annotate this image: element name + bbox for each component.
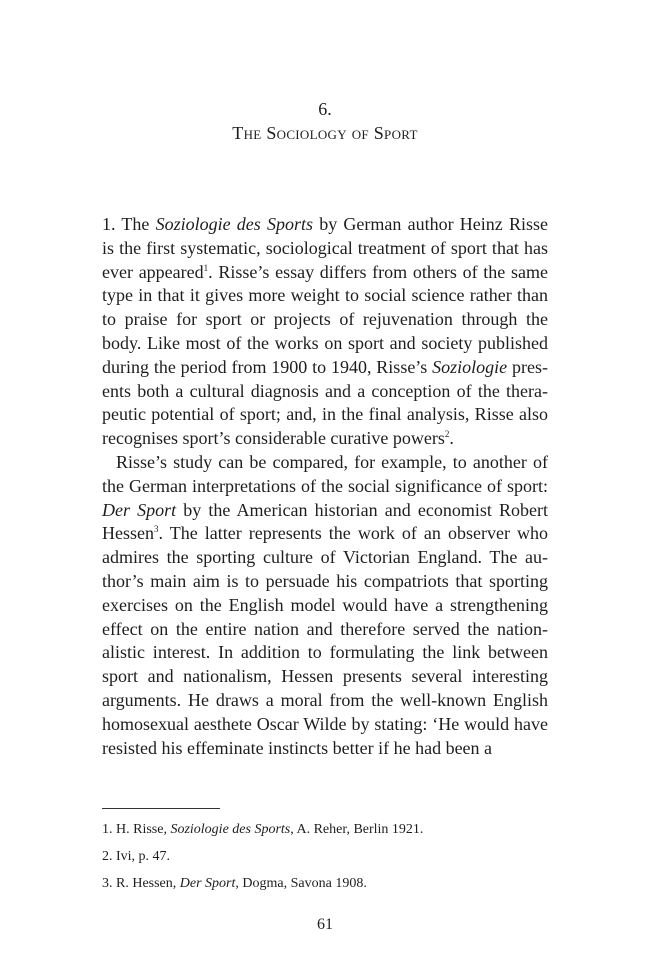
- footnote-ref-2: 2: [444, 429, 450, 440]
- footnote-2: [102, 843, 548, 870]
- footnote-3: [102, 870, 548, 897]
- text-run: 1. The: [102, 214, 156, 234]
- body-text: [102, 213, 548, 760]
- footnote-separator: [102, 808, 220, 809]
- footnote-text: 2. Ivi, p. 47.: [102, 849, 171, 864]
- footnotes: [102, 816, 548, 897]
- text-run: by the American historian and economist Robert Hessen: [102, 499, 549, 544]
- footnote-text: , Dogma, Savona 1908.: [235, 876, 367, 891]
- footnote-text: 3. R. Hessen,: [102, 876, 180, 891]
- footnote-text: 1. H. Risse,: [102, 822, 171, 837]
- text-run: Risse’s study can be compared, for example, to another of the German interpretations of the social significance of sport:: [102, 451, 548, 496]
- chapter-title: The Sociology of Sport: [232, 123, 418, 143]
- paragraph-1: [102, 213, 548, 451]
- chapter-number: 6.: [318, 99, 332, 119]
- text-run: . The latter represents the work of an observer who admires the sporting culture of Victorian England. The author’s main aim is to persuade his compatriots that sporting exercises on the English model would have a strengthening effect on the entire nation and therefore served the nationalistic interest. In addition to formulating the link between sport and nationalism, Hessen presents several interesting arguments. He draws a moral from the well-known English homosexual aesthete Oscar Wilde by stating: ‘He would have resisted his effeminate instincts better if he had been a: [102, 523, 548, 758]
- text-run: . Risse’s essay differs from others of the same type in that it gives more weight to social science rather than to praise for sport or projects of rejuvenation through the body. Like most of the works on sport and society published during the period from 1900 to 1940, Risse’s: [102, 261, 548, 377]
- book-title-soziologie: Soziologie: [432, 356, 508, 377]
- footnote-title: Soziologie des Sports: [170, 822, 291, 837]
- footnote-ref-3: 3: [154, 524, 159, 535]
- book-title-soziologie-des-sports: Soziologie des Sports: [155, 214, 313, 234]
- footnote-1: [102, 816, 548, 843]
- footnote-ref-1: 1: [203, 262, 209, 273]
- text-run: .: [449, 428, 454, 449]
- footnote-text: , A. Reher, Berlin 1921.: [290, 822, 424, 837]
- footnote-title: Der Sport: [179, 876, 236, 891]
- page-number: 61: [317, 916, 333, 933]
- text-run: presents both a cultural diagnosis and a conception of the therapeutic potential of sport; and, in the final analysis, Risse also recognises sport’s considerable curative powers: [102, 356, 548, 449]
- paragraph-2: [102, 451, 548, 760]
- book-title-der-sport: Der Sport: [102, 499, 177, 520]
- text-run: by German author Heinz Risse is the first systematic, sociological treatment of sport that has ever appeared: [102, 214, 548, 282]
